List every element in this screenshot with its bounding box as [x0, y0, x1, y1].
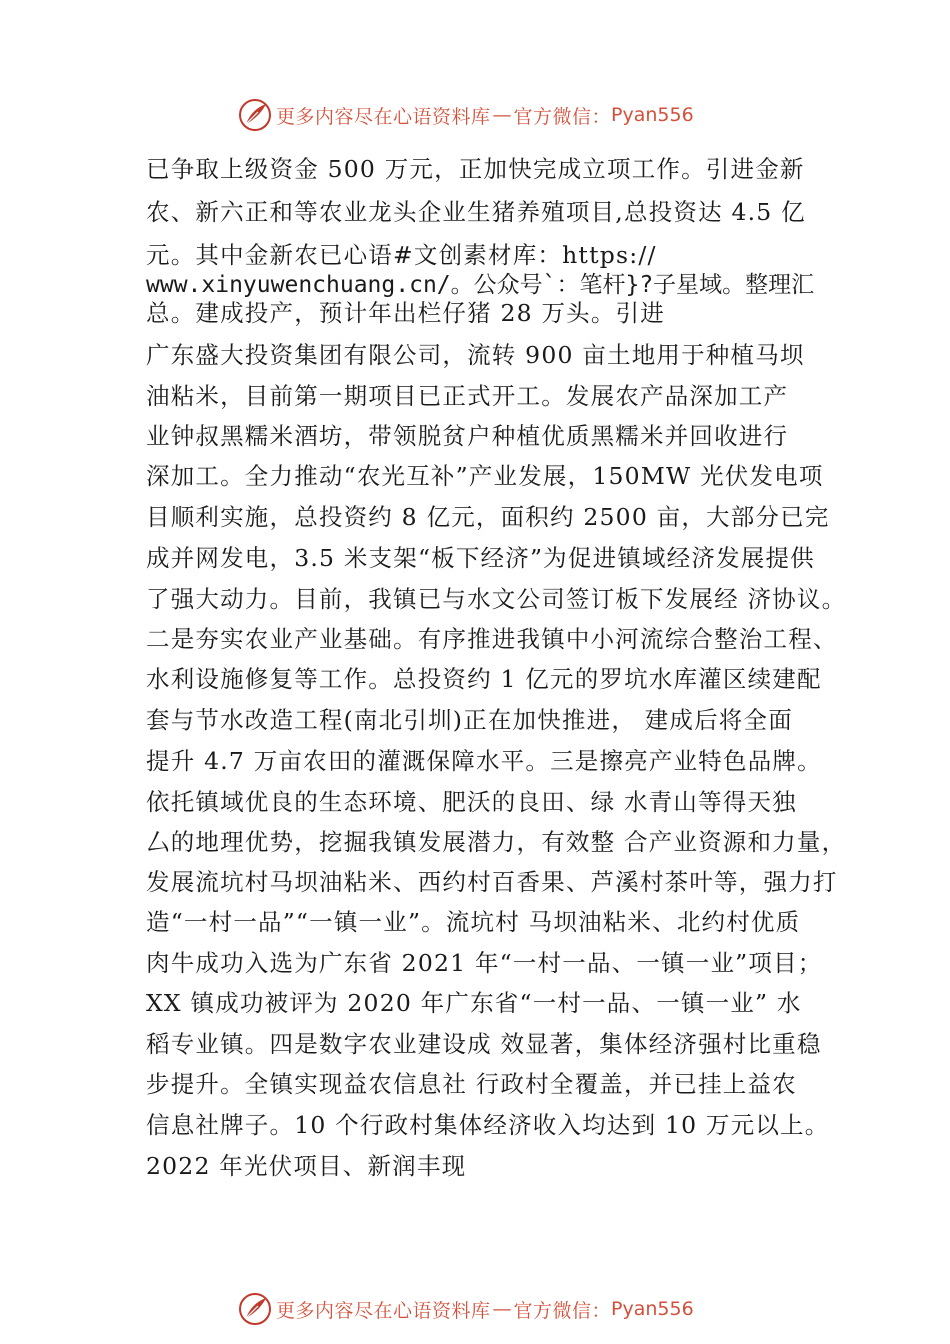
text-line: 2022 年光伏项目、新润丰现 — [146, 1152, 467, 1180]
text-line: www.xinyuwenchuang.cn/。公众号`：笔杆}?子星域。整理汇 — [146, 272, 815, 298]
text-line: 造“一村一品”“一镇一业”。流坑村 马坝油粘米、北约村优质 — [146, 908, 801, 936]
quill-logo-icon — [238, 98, 272, 132]
text-line: XX 镇成功被评为 2020 年广东省“一村一品、一镇一业” 水 — [146, 989, 802, 1017]
text-line: 已争取上级资金 500 万元，正加快完成立项工作。引进金新 — [146, 155, 805, 183]
text-line: 油粘米，目前第一期项目已正式开工。发展农产品深加工产 — [146, 382, 789, 410]
footer-banner — [238, 1289, 798, 1329]
text-line: 厶的地理优势，挖掘我镇发展潜力，有效整 合产业资源和力量， — [146, 828, 847, 856]
text-line: 二是夯实农业产业基础。有序推进我镇中小河流综合整治工程、 — [146, 625, 838, 653]
text-line: 成并网发电，3.5 米支架“板下经济”为促进镇域经济发展提供 — [146, 544, 815, 572]
text-line: 元。其中金新农已心语#文创素材库：https:// — [146, 241, 657, 269]
text-line: 深加工。全力推动“农光互补”产业发展，150MW 光伏发电项 — [146, 462, 824, 490]
header-contact-label: 官方微信： — [513, 105, 612, 128]
text-line: 提升 4.7 万亩农田的灌溉保障水平。三是擦亮产业特色品牌。 — [146, 747, 822, 775]
footer-brand-text: 更多内容尽在心语资料库 — [276, 1299, 491, 1322]
footer-dash: — — [492, 1298, 512, 1320]
header-brand-text: 更多内容尽在心语资料库 — [276, 105, 491, 128]
text-line: 发展流坑村马坝油粘米、西约村百香果、芦溪村茶叶等，强力打 — [146, 868, 838, 896]
text-line: 肉牛成功入选为广东省 2021 年“一村一品、一镇一业”项目； — [146, 949, 823, 977]
text-line: 了强大动力。目前，我镇已与水文公司签订板下发展经 济协议。 — [146, 585, 847, 613]
text-line: 套与节水改造工程(南北引圳)正在加快推进， 建成后将全面 — [146, 706, 793, 734]
text-line: 稻专业镇。四是数字农业建设成 效显著，集体经济强村比重稳 — [146, 1030, 822, 1058]
text-line: 业钟叔黑糯米酒坊，带领脱贫户种植优质黑糯米并回收进行 — [146, 422, 789, 450]
text-line: 总。建成投产，预计年出栏仔猪 28 万头。引进 — [146, 299, 665, 327]
footer-account: Pyan556 — [611, 1298, 694, 1320]
text-line: 步提升。全镇实现益农信息社 行政村全覆盖，并已挂上益农 — [146, 1070, 797, 1098]
quill-logo-icon — [238, 1292, 272, 1326]
footer-contact-label: 官方微信： — [513, 1299, 612, 1322]
text-line: 广东盛大投资集团有限公司，流转 900 亩土地用于种植马坝 — [146, 341, 805, 369]
text-line: 水利设施修复等工作。总投资约 1 亿元的罗坑水库灌区续建配 — [146, 665, 822, 693]
text-line: 农、新六正和等农业龙头企业生猪养殖项目,总投资达 4.5 亿 — [146, 198, 806, 226]
header-dash: — — [492, 104, 512, 126]
text-line: 依托镇域优良的生态环境、肥沃的良田、绿 水青山等得天独 — [146, 788, 797, 816]
header-banner — [238, 95, 798, 135]
text-line: 信息社牌子。10 个行政村集体经济收入均达到 10 万元以上。 — [146, 1111, 830, 1139]
header-account: Pyan556 — [611, 104, 694, 126]
text-line: 目顺利实施，总投资约 8 亿元，面积约 2500 亩，大部分已完 — [146, 503, 830, 531]
